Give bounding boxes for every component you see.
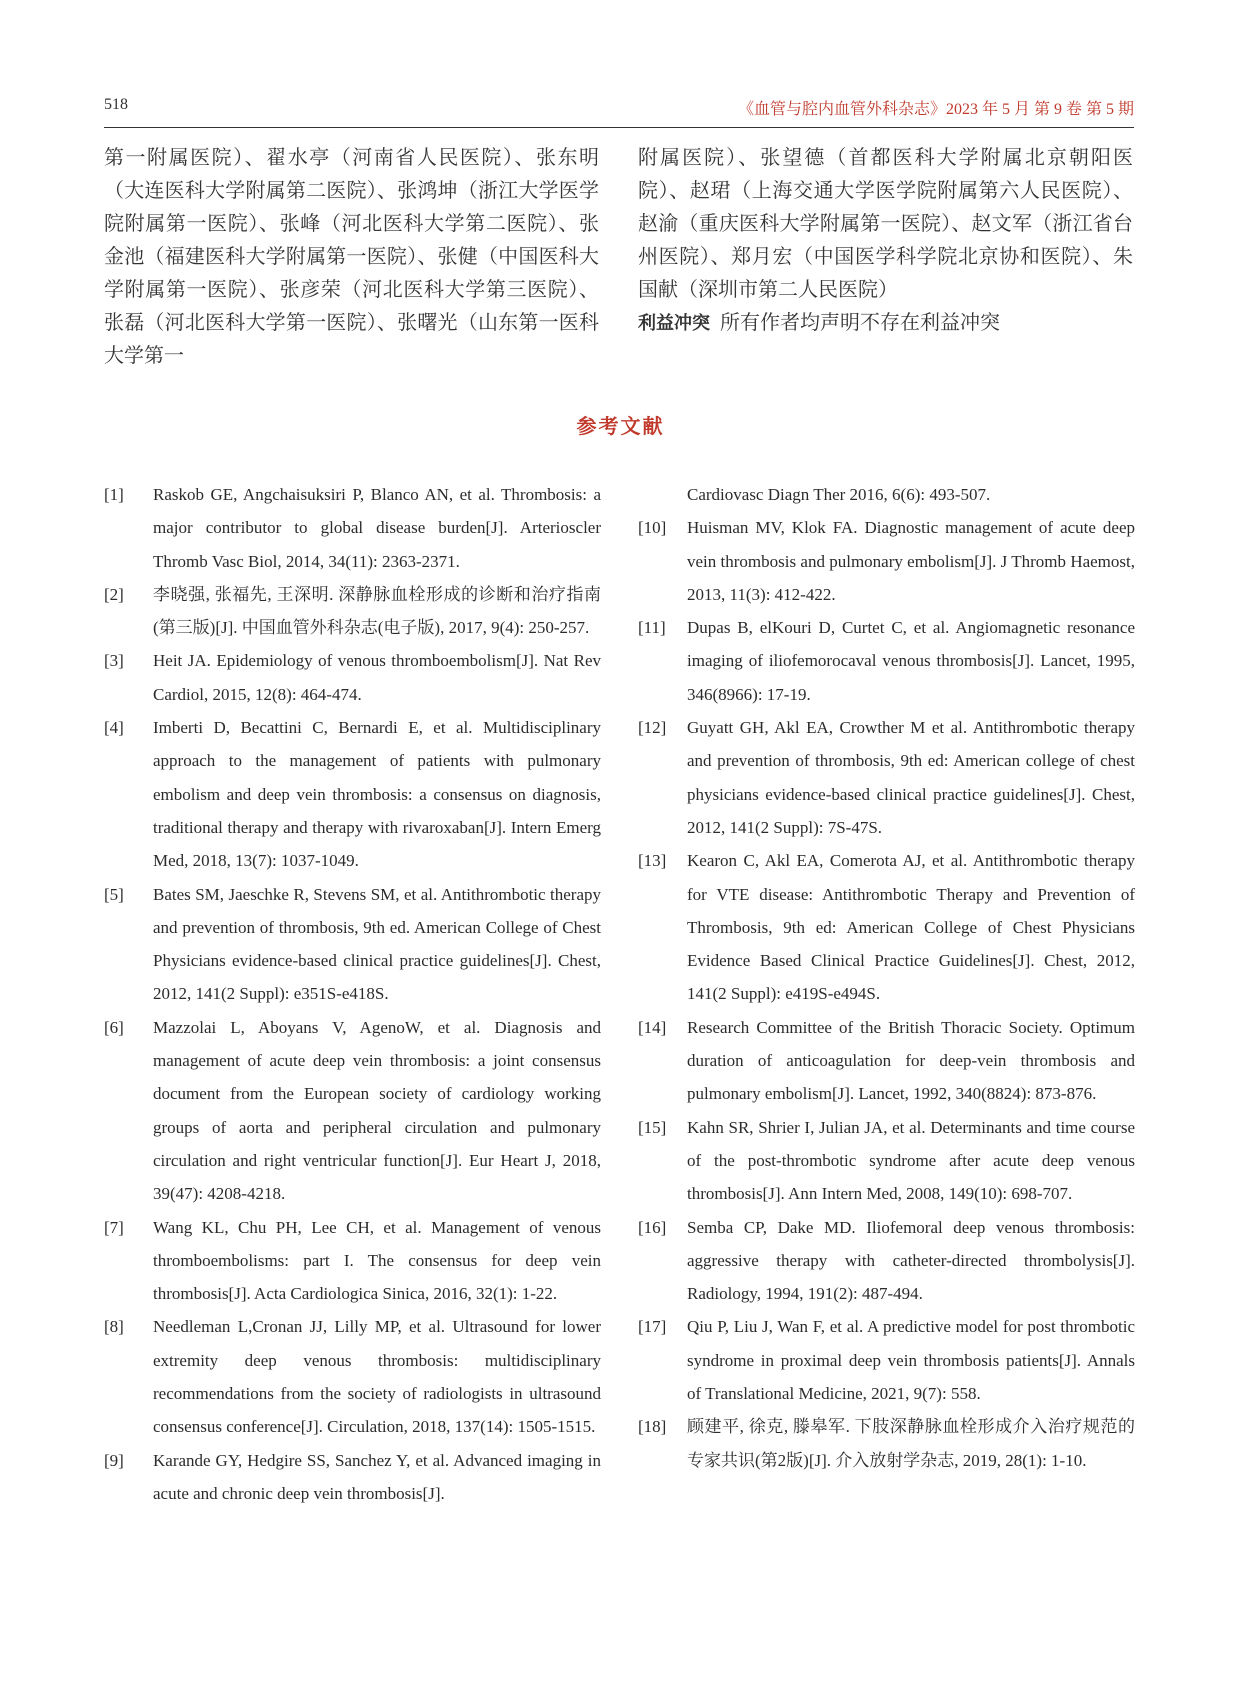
reference-number: [4]: [104, 718, 124, 738]
conflict-of-interest: [638, 307, 1133, 340]
reference-number: [1]: [104, 485, 124, 504]
conflict-label: 利益冲突: [638, 313, 710, 334]
reference-text: Bates SM, Jaeschke R, Stevens SM, et al. Antithrombotic therapy and prevention of thrombosis, 9th ed. American College of Chest Physicians evidence-based clinical practice guidelines[J]. Chest, 2012, 141(2 Suppl): e351S-e418S.: [153, 884, 601, 1004]
reference-number: [10]: [638, 518, 667, 538]
reference-item: [638, 711, 1135, 844]
reference-item: [638, 1211, 1135, 1311]
reference-continuation: Cardiovasc Diagn Ther 2016, 6(6): 493-507.: [687, 485, 991, 504]
reference-item: [104, 644, 601, 711]
journal-running-title: 《血管与腔内血管外科杂志》2023 年 5 月 第 9 卷 第 5 期: [737, 101, 1134, 118]
reference-text: 顾建平, 徐克, 滕皋军. 下肢深静脉血栓形成介入治疗规范的专家共识(第2版)[J]. 介入放射学杂志, 2019, 28(1): 1-10.: [687, 1417, 1135, 1470]
reference-number: [9]: [104, 1450, 124, 1470]
reference-number: [3]: [104, 651, 124, 671]
reference-text: Semba CP, Dake MD. Iliofemoral deep venous thrombosis: aggressive therapy with catheter-directed thrombolysis[J]. Radiology, 1994, 191(2): 487-494.: [687, 1217, 1135, 1304]
references-heading: 参考文献: [576, 416, 665, 438]
reference-item: [104, 1011, 601, 1211]
reference-item: [638, 611, 1135, 711]
reference-item: [638, 1011, 1135, 1111]
reference-number: [2]: [104, 584, 124, 604]
reference-number: [14]: [638, 1017, 667, 1037]
reference-text: Needleman L,Cronan JJ, Lilly MP, et al. Ultrasound for lower extremity deep venous thrombosis: multidisciplinary recommendations from the society of radiologists in ultrasound consensus conference[J]. Circulation, 2018, 137(14): 1505-1515.: [153, 1317, 601, 1437]
reference-number: [7]: [104, 1217, 124, 1237]
reference-number: [17]: [638, 1317, 667, 1337]
reference-text: Research Committee of the British Thoracic Society. Optimum duration of anticoagulation for deep-vein thrombosis and pulmonary embolism[J]. Lancet, 1992, 340(8824): 873-876.: [687, 1017, 1135, 1104]
contributors-right-column: [638, 142, 1133, 340]
reference-text: Wang KL, Chu PH, Lee CH, et al. Management of venous thromboembolisms: part I. The consensus for deep vein thrombosis[J]. Acta Cardiologica Sinica, 2016, 32(1): 1-22.: [153, 1217, 601, 1304]
reference-number: [18]: [638, 1417, 667, 1437]
page-header: [104, 96, 1134, 124]
reference-text: Guyatt GH, Akl EA, Crowther M et al. Antithrombotic therapy and prevention of thrombosis, 9th ed: American college of chest physicians evidence-based clinical practice guidelines[J]. Chest, 2012, 141(2 Suppl): 7S-47S.: [687, 718, 1135, 837]
reference-text: 李晓强, 张福先, 王深明. 深静脉血栓形成的诊断和治疗指南(第三版)[J]. 中国血管外科杂志(电子版), 2017, 9(4): 250-257.: [153, 584, 601, 638]
reference-number: [5]: [104, 884, 124, 904]
reference-item: [638, 1111, 1135, 1211]
reference-item: [104, 1211, 601, 1311]
reference-item: [638, 1410, 1135, 1477]
reference-text: Dupas B, elKouri D, Curtet C, et al. Angiomagnetic resonance imaging of iliofemorocaval venous thrombosis[J]. Lancet, 1995, 346(8966): 17-19.: [687, 618, 1135, 704]
reference-item: [104, 478, 601, 578]
reference-text: Raskob GE, Angchaisuksiri P, Blanco AN, et al. Thrombosis: a major contributor to global disease burden[J]. Arterioscler Thromb Vasc Biol, 2014, 34(11): 2363-2371.: [153, 485, 601, 571]
reference-number: [8]: [104, 1317, 124, 1337]
contributors-right-text: 附属医院）、张望德（首都医科大学附属北京朝阳医院）、赵珺（上海交通大学医学院附属第六人民医院）、赵渝（重庆医科大学附属第一医院）、赵文军（浙江省台州医院）、郑月宏（中国医学科学院北京协和医院）、朱国献（深圳市第二人民医院）: [638, 147, 1133, 301]
reference-number: [16]: [638, 1217, 667, 1237]
reference-item: [638, 844, 1135, 1010]
reference-text: Heit JA. Epidemiology of venous thromboembolism[J]. Nat Rev Cardiol, 2015, 12(8): 464-474.: [153, 651, 601, 704]
reference-number: [6]: [104, 1017, 124, 1037]
reference-text: Huisman MV, Klok FA. Diagnostic management of acute deep vein thrombosis and pulmonary embolism[J]. J Thromb Haemost, 2013, 11(3): 412-422.: [687, 518, 1135, 604]
references-left-column: [104, 478, 601, 1510]
contributors-left-text: 第一附属医院）、翟水亭（河南省人民医院）、张东明（大连医科大学附属第二医院）、张鸿坤（浙江大学医学院附属第一医院）、张峰（河北医科大学第二医院）、张金池（福建医科大学附属第一医院）、张健（中国医科大学附属第一医院）、张彦荣（河北医科大学第三医院）、张磊（河北医科大学第一医院）、张曙光（山东第一医科大学第一: [104, 147, 599, 367]
reference-item: [638, 1310, 1135, 1410]
reference-text: Kahn SR, Shrier I, Julian JA, et al. Determinants and time course of the post-thrombotic syndrome after acute deep venous thrombosis[J]. Ann Intern Med, 2008, 149(10): 698-707.: [687, 1117, 1135, 1204]
reference-item: [104, 711, 601, 877]
reference-number: [11]: [638, 618, 666, 638]
conflict-text: 所有作者均声明不存在利益冲突: [720, 312, 1000, 334]
reference-item: [104, 1444, 601, 1511]
header-rule: [104, 127, 1134, 128]
reference-number: [12]: [638, 718, 667, 738]
reference-text: Mazzolai L, Aboyans V, AgenoW, et al. Diagnosis and management of acute deep vein thrombosis: a joint consensus document from the European society of cardiology working groups of aorta and peripheral circulation and pulmonary circulation and right ventricular function[J]. Eur Heart J, 2018, 39(47): 4208-4218.: [153, 1017, 601, 1204]
reference-text: Karande GY, Hedgire SS, Sanchez Y, et al. Advanced imaging in acute and chronic deep vein thrombosis[J].: [153, 1450, 601, 1503]
reference-number: [13]: [638, 851, 667, 871]
page-number: 518: [104, 96, 128, 113]
reference-item: [104, 1310, 601, 1443]
references-right-column: [638, 478, 1135, 1477]
reference-text: Kearon C, Akl EA, Comerota AJ, et al. Antithrombotic therapy for VTE disease: Antithrombotic Therapy and Prevention of Thrombosis, 9th ed: American College of Chest Physicians Evidence Based Clinical Practice Guidelines[J]. Chest, 2012, 141(2 Suppl): e419S-e494S.: [687, 851, 1135, 1004]
reference-item: [104, 878, 601, 1011]
reference-text: Qiu P, Liu J, Wan F, et al. A predictive model for post thrombotic syndrome in proximal deep vein thrombosis patients[J]. Annals of Translational Medicine, 2021, 9(7): 558.: [687, 1317, 1135, 1404]
contributors-left-column: [104, 142, 599, 373]
reference-item: [104, 578, 601, 645]
reference-item: [638, 511, 1135, 611]
reference-text: Imberti D, Becattini C, Bernardi E, et al. Multidisciplinary approach to the management of patients with pulmonary embolism and deep vein thrombosis: a consensus on diagnosis, traditional therapy and therapy with rivaroxaban[J]. Intern Emerg Med, 2018, 13(7): 1037-1049.: [153, 718, 601, 871]
reference-number: [15]: [638, 1117, 667, 1137]
